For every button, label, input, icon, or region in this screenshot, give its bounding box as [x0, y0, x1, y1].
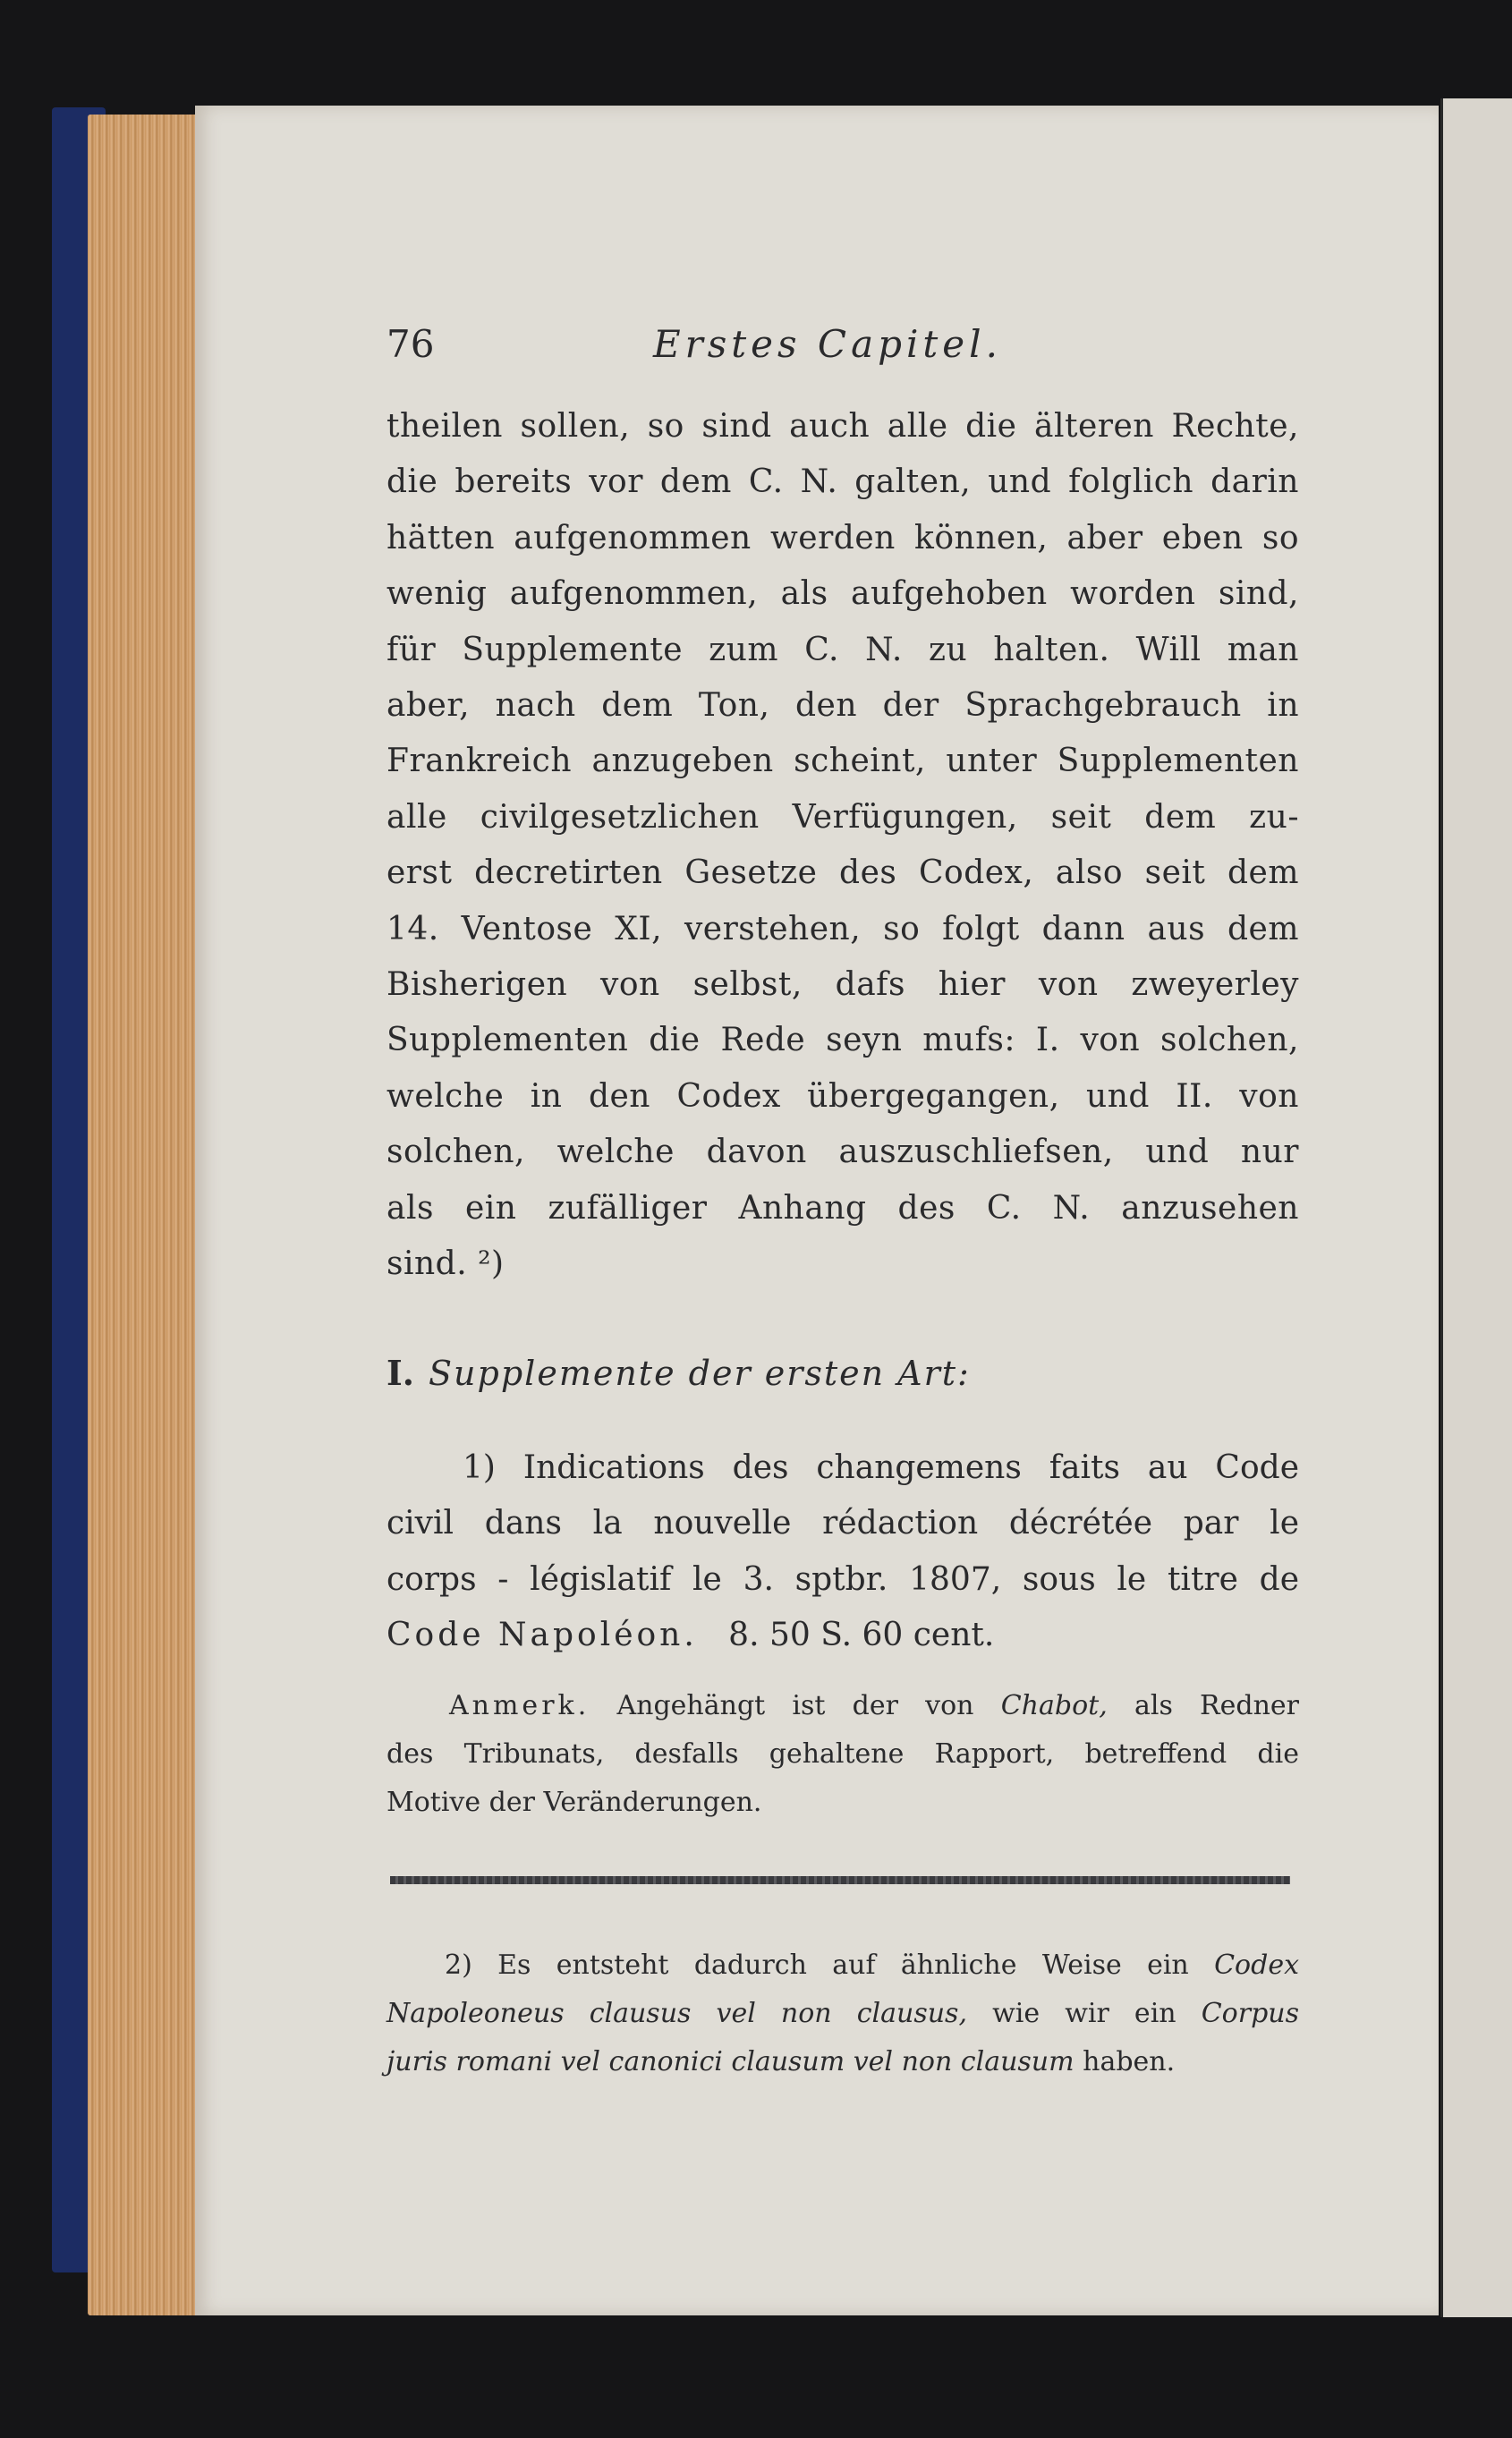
footnote-text: haben.	[1083, 2046, 1176, 2077]
body-line: Supplementen die Rede seyn mufs: I. von solchen,	[386, 1022, 1299, 1059]
footnote-text: wie wir ein	[992, 1998, 1176, 2029]
entry-line: corps - législatif le 3. sptbr. 1807, sous le titre de	[386, 1560, 1299, 1598]
page-header	[386, 322, 1299, 376]
note-text: als Redner	[1134, 1690, 1300, 1721]
page-number: 76	[386, 322, 435, 366]
footnote-line	[386, 1990, 1299, 2038]
footnote-text: 2) Es entsteht dadurch auf ähnliche Weise ein	[445, 1950, 1189, 1981]
note-line: des Tribunats, desfalls gehaltene Rapport, betreffend die	[386, 1738, 1299, 1770]
note-lead: Anmerk.	[449, 1690, 590, 1721]
body-line: alle civilgesetzlichen Verfügungen, seit dem zu-	[386, 798, 1299, 836]
body-line: die bereits vor dem C. N. galten, und folglich darin	[386, 463, 1299, 501]
section-numeral: I.	[386, 1353, 415, 1393]
body-line: erst decretirten Gesetze des Codex, also seit dem	[386, 854, 1299, 892]
section-title: Supplemente der ersten Art:	[429, 1354, 971, 1393]
section-heading	[386, 1353, 1299, 1393]
entry-line: civil dans la nouvelle rédaction décrétée par le	[386, 1505, 1299, 1542]
body-line: für Supplemente zum C. N. zu halten. Will man	[386, 631, 1299, 668]
facing-page-edge	[1440, 98, 1512, 2317]
body-line: als ein zufälliger Anhang des C. N. anzusehen	[386, 1189, 1299, 1227]
body-line: sind. ²)	[386, 1245, 505, 1283]
footnote	[386, 1941, 1299, 2086]
entry-title: Code Napoléon.	[386, 1617, 698, 1654]
footnote-italic: Napoleoneus clausus vel non clausus,	[386, 1998, 967, 2029]
note-text: Angehängt ist der von	[616, 1690, 974, 1721]
footnote-line	[386, 1941, 1299, 1990]
body-line: hätten aufgenommen werden können, aber eben so	[386, 519, 1299, 556]
entry-line	[386, 1608, 1299, 1663]
running-title: Erstes Capitel.	[653, 322, 1002, 366]
entry-format: 8. 50 S. 60 cent.	[728, 1617, 995, 1654]
body-line: wenig aufgenommen, als aufgehoben worden sind,	[386, 575, 1299, 613]
footnote-divider	[390, 1876, 1290, 1884]
bibliographic-entry	[386, 1440, 1299, 1664]
entry-line: 1) Indications des changemens faits au Code	[463, 1449, 1299, 1486]
body-text	[386, 399, 1299, 1293]
note-name: Chabot,	[1000, 1690, 1108, 1721]
body-line: theilen sollen, so sind auch alle die älteren Rechte,	[386, 408, 1299, 445]
footnote-line	[386, 2038, 1299, 2086]
note-line	[386, 1682, 1299, 1730]
annotation	[386, 1682, 1299, 1827]
body-line: solchen, welche davon auszuschliefsen, und nur	[386, 1134, 1299, 1171]
footnote-italic: juris romani vel canonici clausum vel non clausum	[386, 2046, 1075, 2077]
footnote-italic: Corpus	[1201, 1998, 1299, 2029]
footnote-italic: Codex	[1214, 1950, 1299, 1981]
page-stack-edge	[88, 115, 208, 2315]
body-line: welche in den Codex übergegangen, und II. von	[386, 1077, 1299, 1115]
body-line: Bisherigen von selbst, dafs hier von zweyerley	[386, 966, 1299, 1004]
note-line: Motive der Veränderungen.	[386, 1787, 762, 1818]
body-line: Frankreich anzugeben scheint, unter Supplementen	[386, 743, 1299, 780]
body-line: aber, nach dem Ton, den der Sprachgebrauch in	[386, 687, 1299, 725]
body-line: 14. Ventose XI, verstehen, so folgt dann aus dem	[386, 910, 1299, 947]
